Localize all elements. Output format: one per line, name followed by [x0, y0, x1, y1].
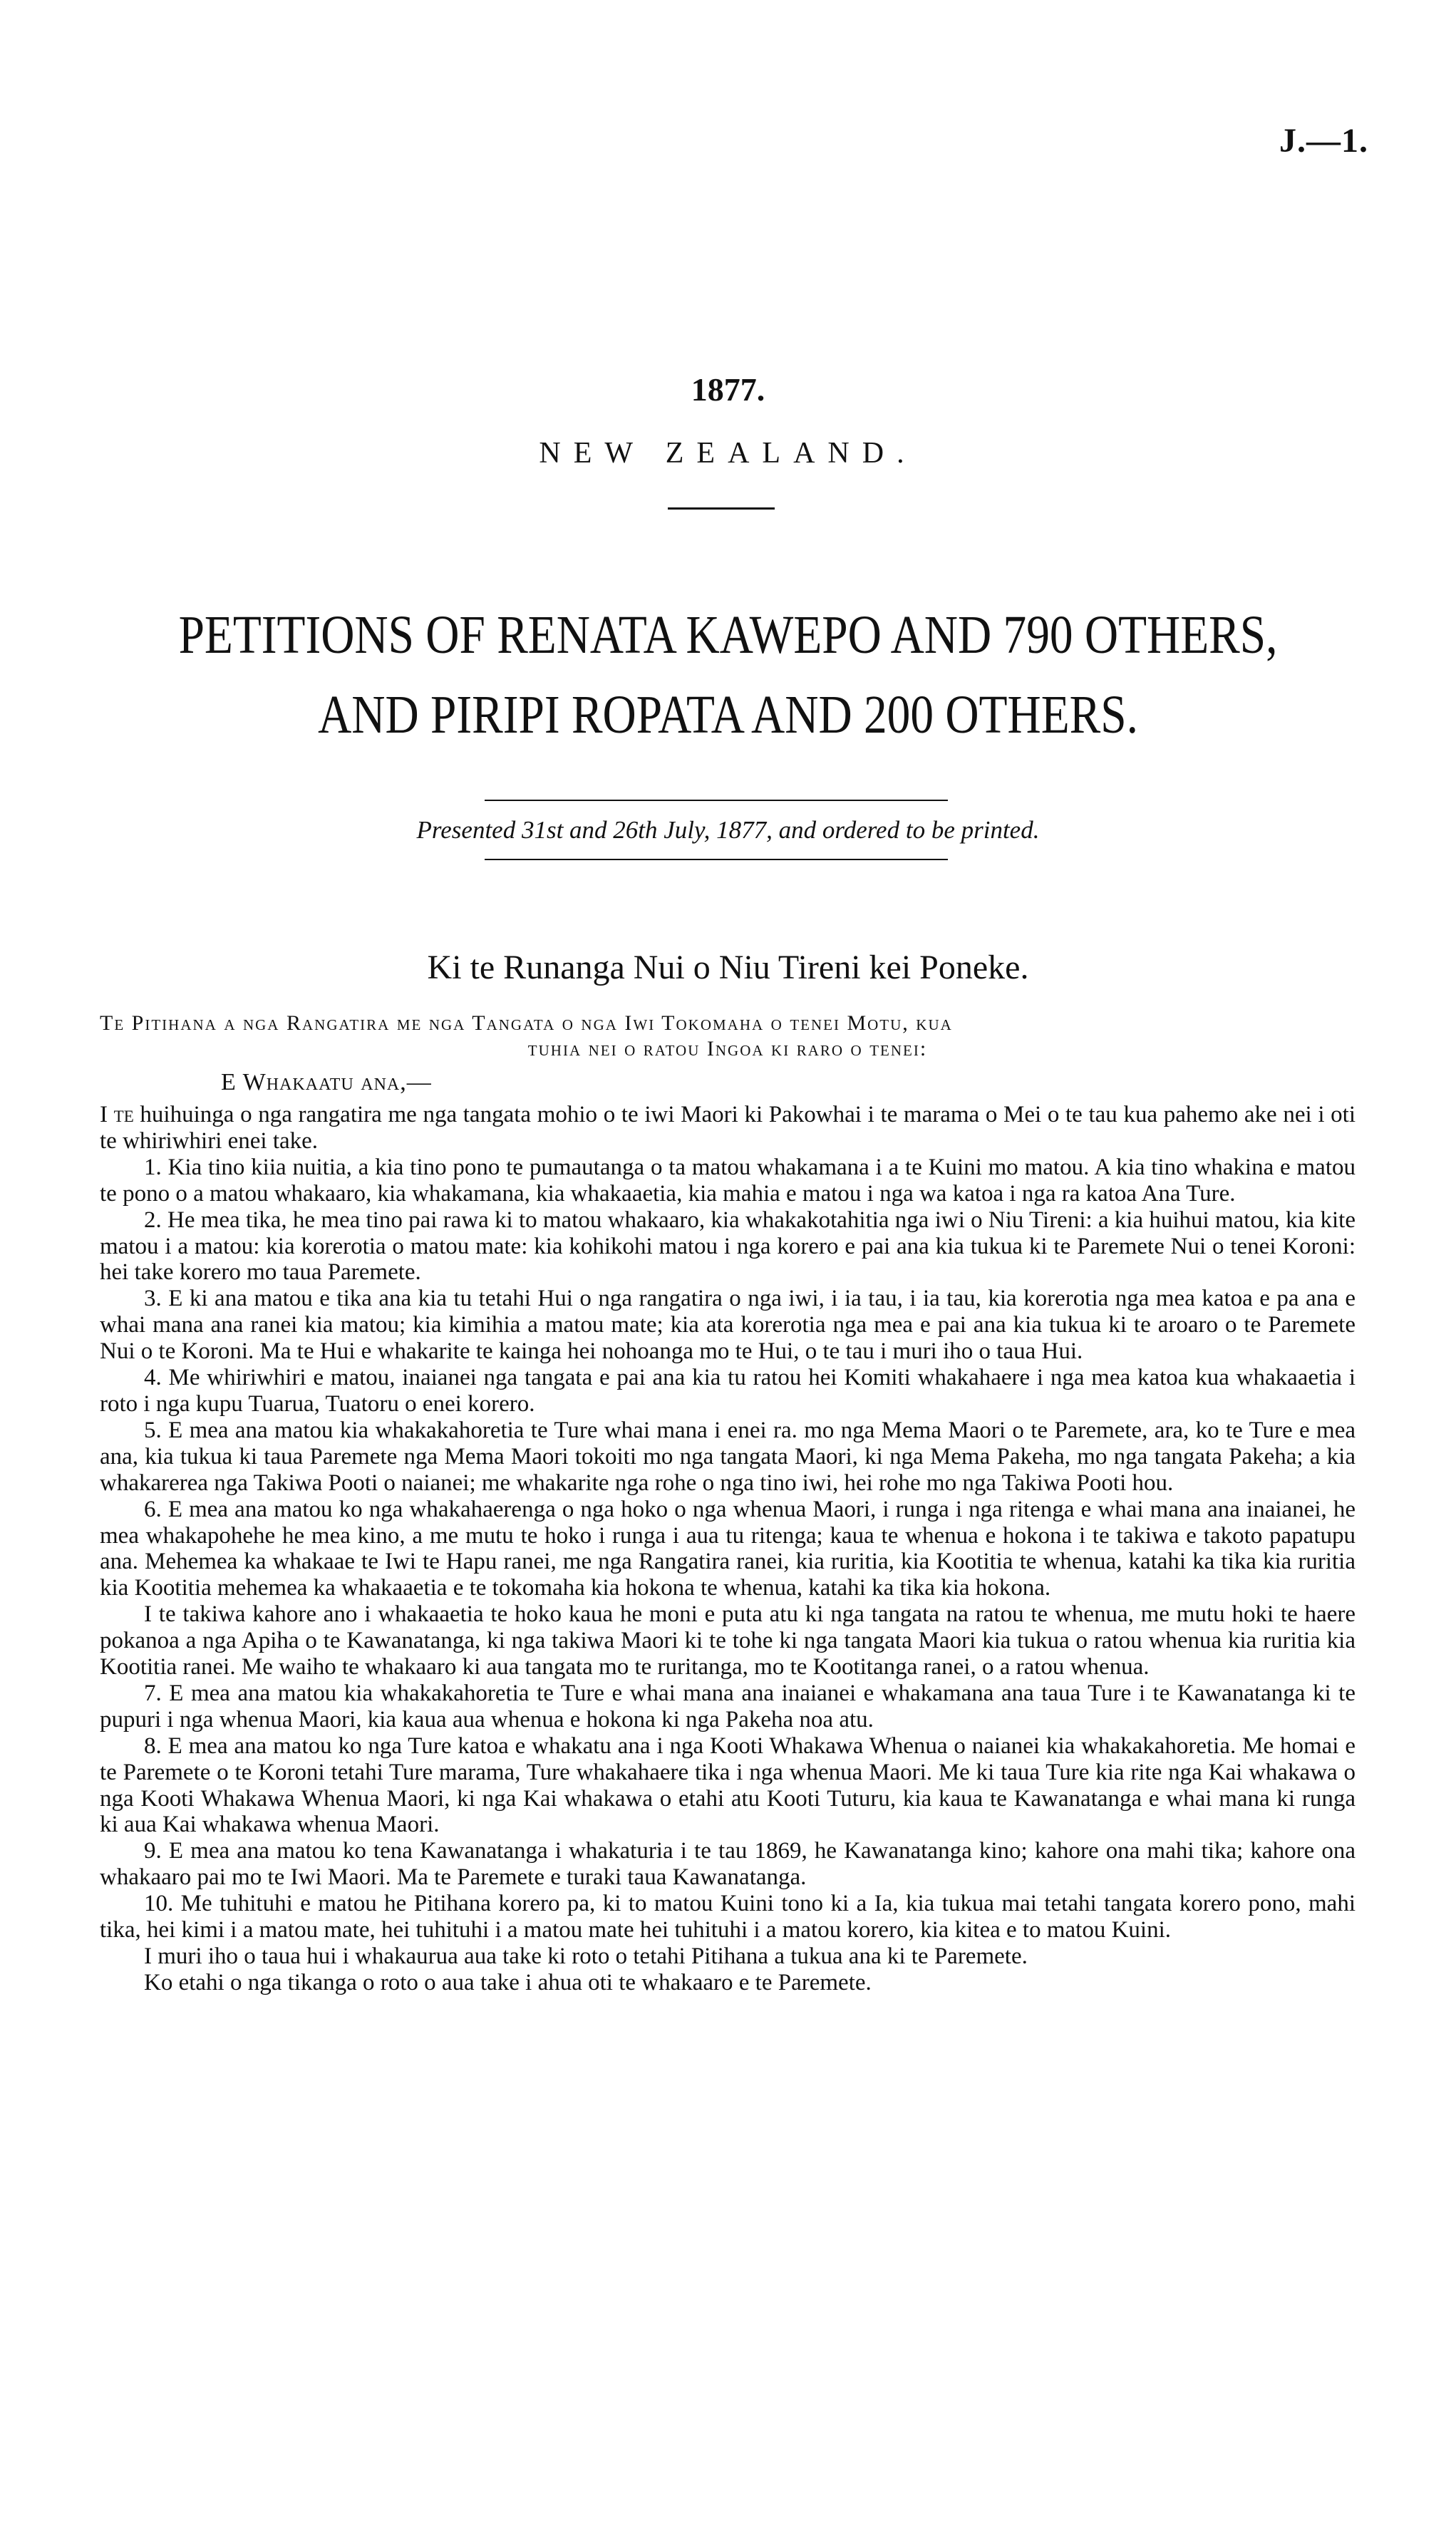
petition-body [100, 1102, 1356, 1996]
paragraph-3: 3. E ki ana matou e tika ana kia tu tetahi Hui o nga rangatira o nga iwi, i ia tau, i ia tau, kia korerotia nga mea katoa e pa ana e whai mana ana ranei kia matou; kia kimihia a matou mate; kia ata korerotia nga mea e pai ana kia tukua ki te aroaro o te Paremete Nui o te Koroni. Ma te Hui e whakarite te kainga hei nohoanga mo te Hui, o te tau i muri iho o taua Hui. [100, 1286, 1356, 1365]
salutation: E Whakaatu ana,— [221, 1069, 432, 1095]
lead-cap: I te [100, 1102, 134, 1127]
presented-note: Presented 31st and 26th July, 1877, and ordered to be printed. [416, 816, 1040, 844]
page-reference: J.—1. [1279, 122, 1368, 160]
divider-rule-top [485, 800, 948, 801]
intro-line-2: tuhia nei o ratou Ingoa ki raro o tenei: [527, 1037, 928, 1060]
paragraph-10: 10. Me tuhituhi e matou he Pitihana korero pa, ki to matou Kuini tono ki a Ia, kia tukua mai tetahi tangata korero pono, mahi tika, hei kimi i a matou mate, hei tuhituhi i a matou mate hei tuhituhi i a matou korero, kia kitea e to matou Kuini. [100, 1891, 1356, 1943]
document-year: 1877. [691, 371, 765, 408]
country-heading: NEW ZEALAND. [539, 437, 917, 470]
divider-rule [668, 507, 775, 510]
title-line-1: PETITIONS OF RENATA KAWEPO AND 790 OTHERS, [178, 605, 1278, 665]
closing-paragraph-1: I muri iho o taua hui i whakaurua aua take ki roto o tetahi Pitihana a tukua ana ki te Paremete. [144, 1943, 1028, 1969]
paragraph-9: 9. E mea ana matou ko tena Kawanatanga i whakaturia i te tau 1869, he Kawanatanga kino; kahore ona mahi tika; kahore ona whakaaro pai mo te Iwi Maori. Ma te Paremete e turaki taua Kawanatanga. [100, 1838, 1356, 1891]
paragraph-6: 6. E mea ana matou ko nga whakahaerenga o nga hoko o nga whenua Maori, i runga i nga ritenga e whai mana ana inaianei, he mea whakapohehe he mea kino, a me mutu te hoko i runga i aua tu ritenga; kaua te whenua e hokona i te takiwa e takoto papatupu ana. Mehemea ka whakaae te Iwi te Hapu ranei, me nga Rangatira ranei, kia ruritia, kia Kootitia te whenua, katahi ka tika kia ruritia kia Kootitia mehemea ka whakaaetia e te tokomaha kia hokona te whenua, katahi ka tika kia hokona. [100, 1496, 1356, 1601]
paragraph-4: 4. Me whiriwhiri e matou, inaianei nga tangata e pai ana kia tu ratou hei Komiti whakahaere i nga mea katoa kua whakaaetia i roto i nga kupu Tuarua, Tuatoru o enei korero. [100, 1365, 1356, 1417]
intro-line-1: Te Pitihana a nga Rangatira me nga Tangata o nga Iwi Tokomaha o tenei Motu, kua [100, 1011, 953, 1035]
lead-text: huihuinga o nga rangatira me nga tangata mohio o te iwi Maori ki Pakowhai i te marama o Mei o te tau kua pahemo ake nei i oti te whiriwhiri enei take. [100, 1102, 1356, 1154]
paragraph-6-continued: I te takiwa kahore ano i whakaaetia te hoko kaua he moni e puta atu ki nga tangata na ratou te whenua, me mutu hoki te haere pokanoa a nga Apiha o te Kawanatanga, ki nga takiwa Maori ki te tohe ki nga tangata Maori kia tukua o ratou whenua kia ruritia kia Kootitia ranei. Me waiho te whakaaro ki aua tangata mo te ruritanga, mo te Kootitanga ranei, o a ratou whenua. [100, 1601, 1356, 1680]
paragraph-2: 2. He mea tika, he mea tino pai rawa ki to matou whakaaro, kia whakakotahitia nga iwi o Niu Tireni: a kia huihui matou, kia kite matou i a matou: kia korerotia o matou mate: kia kohikohi matou i nga korero e pai ana kia tukua ki te Paremete Nui o tenei Koroni: hei take korero mo taua Paremete. [100, 1207, 1356, 1286]
divider-rule-bottom [485, 859, 948, 860]
paragraph-5: 5. E mea ana matou kia whakakahoretia te Ture whai mana i enei ra. mo nga Mema Maori o te Paremete, ara, ko te Ture e mea ana, kia tukua ki taua Paremete nga Mema Maori tokoiti mo nga tangata Maori, ki nga Mema Pakeha, mo nga tangata Pakeha; a kia whakarerea nga Takiwa Pooti o naianei; me whakarite nga rohe o nga tino iwi, hei rohe mo nga Takiwa Pooti hou. [100, 1417, 1356, 1496]
closing-paragraph-2: Ko etahi o nga tikanga o roto o aua take i ahua oti te whakaaro e te Paremete. [144, 1969, 872, 1995]
paragraph-8: 8. E mea ana matou ko nga Ture katoa e whakatu ana i nga Kooti Whakawa Whenua o naianei kia whakakahoretia. Me homai e te Paremete o te Koroni tetahi Ture marama, Ture whakahaere tika i nga whenua Maori. Me ki taua Ture kia rite nga Kai whakawa o nga Kooti Whakawa Whenua Maori, ki nga Kai whakawa o etahi atu Kooti Tuturu, kia kaua te Kawanatanga e whai mana ki runga ki aua Kai whakawa whenua Maori. [100, 1733, 1356, 1838]
paragraph-1: 1. Kia tino kiia nuitia, a kia tino pono te pumautanga o ta matou whakamana i a te Kuini mo matou. A kia tino whakina e matou te pono o a matou whakaaro, kia whakamana, kia whakaaetia, kia mahia e matou i nga wa katoa i nga ra katoa Ana Ture. [100, 1154, 1356, 1207]
petition-intro [100, 1011, 1356, 1062]
title-line-2: AND PIRIPI ROPATA AND 200 OTHERS. [318, 685, 1138, 745]
document-title [163, 595, 1293, 755]
lead-paragraph [100, 1102, 1356, 1155]
petition-address: Ki te Runanga Nui o Niu Tireni kei Poneke. [427, 949, 1029, 986]
paragraph-7: 7. E mea ana matou kia whakakahoretia te Ture e whai mana ana inaianei e whakamana ana taua Ture i te Kawanatanga ki te pupuri i nga whenua Maori, kia kaua aua whenua e hokona ki nga Pakeha noa atu. [100, 1680, 1356, 1733]
